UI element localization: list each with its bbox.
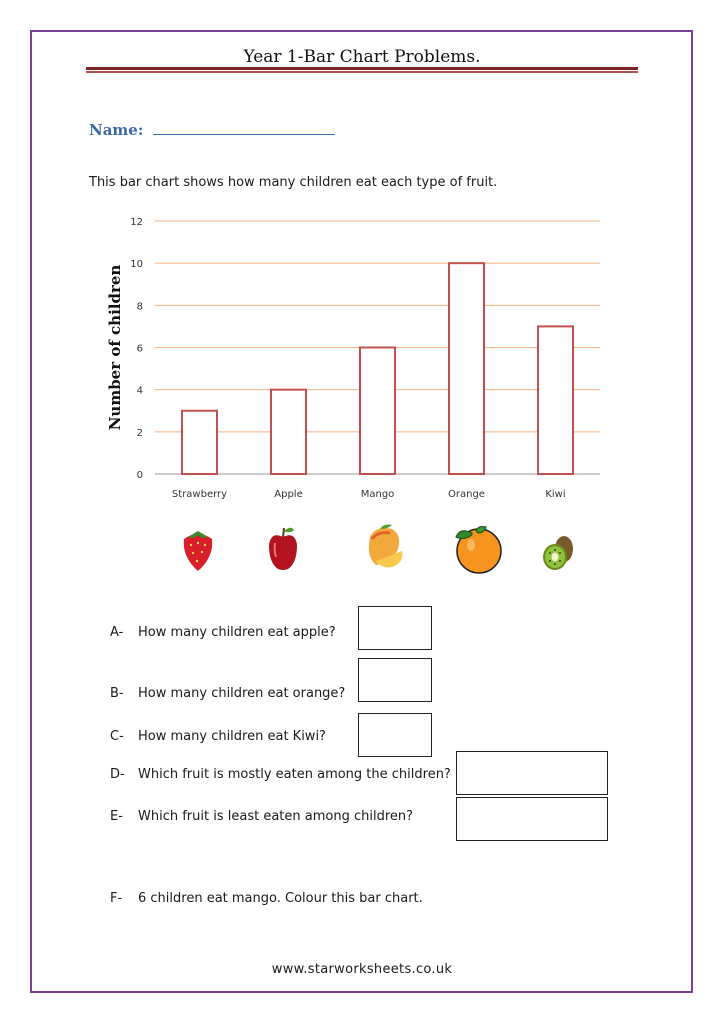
kiwi-icon bbox=[540, 533, 576, 577]
apple-icon bbox=[266, 523, 300, 577]
question-b-label: B- bbox=[110, 686, 124, 701]
question-b-text: How many children eat orange? bbox=[138, 686, 346, 701]
bar-mango bbox=[360, 348, 395, 475]
orange-icon bbox=[452, 523, 504, 579]
name-label: Name: bbox=[89, 121, 144, 139]
y-tick-label: 4 bbox=[136, 385, 143, 397]
question-e-text: Which fruit is least eaten among children? bbox=[138, 809, 414, 824]
y-tick-label: 6 bbox=[136, 343, 143, 355]
question-f-label: F- bbox=[110, 891, 123, 906]
bar-kiwi bbox=[538, 326, 573, 474]
answer-box-c[interactable] bbox=[358, 713, 432, 757]
x-tick-label: Kiwi bbox=[545, 489, 566, 500]
question-d bbox=[110, 767, 451, 782]
question-e bbox=[110, 809, 413, 824]
question-a-text: How many children eat apple? bbox=[138, 625, 336, 640]
question-f bbox=[110, 891, 423, 906]
answer-box-e[interactable] bbox=[456, 797, 608, 841]
name-input-line[interactable] bbox=[153, 120, 335, 135]
x-tick-label: Apple bbox=[274, 489, 303, 500]
question-a-label: A- bbox=[110, 625, 124, 640]
bar-strawberry bbox=[182, 411, 217, 474]
answer-box-a[interactable] bbox=[358, 606, 432, 650]
x-tick-label: Strawberry bbox=[171, 489, 228, 500]
y-tick-label: 2 bbox=[136, 427, 143, 439]
title-rule bbox=[86, 67, 638, 70]
y-tick-label: 12 bbox=[130, 217, 143, 228]
bar-apple bbox=[271, 390, 306, 474]
bar-orange bbox=[449, 263, 484, 474]
mango-icon bbox=[362, 523, 406, 577]
name-field-row bbox=[89, 120, 335, 139]
question-b bbox=[110, 686, 345, 701]
question-c-label: C- bbox=[110, 729, 124, 744]
question-c bbox=[110, 729, 326, 744]
question-f-text: 6 children eat mango. Colour this bar chart. bbox=[138, 891, 423, 906]
question-d-label: D- bbox=[110, 767, 125, 782]
y-tick-label: 8 bbox=[136, 301, 143, 313]
title-rule-secondary bbox=[86, 71, 638, 73]
x-tick-label: Mango bbox=[360, 489, 395, 500]
bar-chart bbox=[100, 205, 620, 505]
question-d-text: Which fruit is mostly eaten among the children? bbox=[138, 767, 451, 782]
x-tick-label: Orange bbox=[448, 489, 485, 500]
page-title: Year 1-Bar Chart Problems. bbox=[243, 47, 481, 67]
question-c-text: How many children eat Kiwi? bbox=[138, 729, 326, 744]
answer-box-d[interactable] bbox=[456, 751, 608, 795]
question-a bbox=[110, 625, 336, 640]
footer-url: www.starworksheets.co.uk bbox=[271, 962, 453, 977]
y-tick-label: 10 bbox=[130, 259, 143, 271]
y-axis-label: Number of children bbox=[106, 264, 124, 431]
answer-box-b[interactable] bbox=[358, 658, 432, 702]
y-tick-label: 0 bbox=[136, 470, 143, 481]
question-e-label: E- bbox=[110, 809, 123, 824]
intro-text: This bar chart shows how many children eat each type of fruit. bbox=[89, 175, 498, 190]
strawberry-icon bbox=[178, 523, 218, 577]
bar-chart-svg bbox=[100, 205, 620, 505]
